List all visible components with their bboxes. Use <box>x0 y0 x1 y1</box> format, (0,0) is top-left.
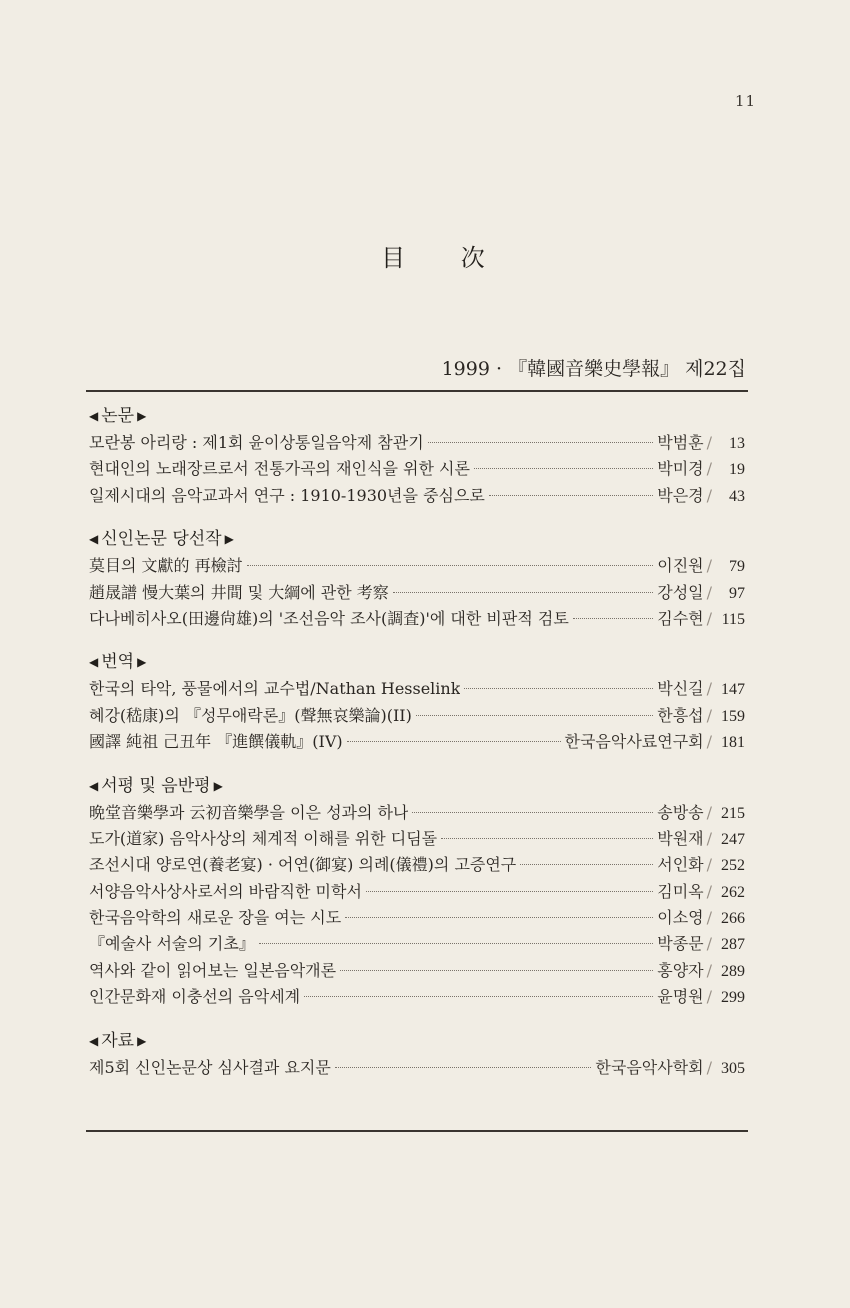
section-header <box>89 1029 745 1053</box>
entry-author: 이소영 <box>657 908 704 928</box>
entry-page: 43 <box>729 487 745 505</box>
entry-title: 晩堂音樂學과 云初音樂學을 이은 성과의 하나 <box>89 802 409 822</box>
entry-author: 한흥섭 <box>657 705 704 725</box>
entry-page: 262 <box>721 883 745 901</box>
toc-section <box>89 1029 745 1081</box>
entry-title: 역사와 같이 읽어보는 일본음악개론 <box>89 960 337 980</box>
entry-page: 79 <box>729 558 745 576</box>
toc-section <box>89 527 745 632</box>
entry-author: 김수현 <box>657 608 704 628</box>
triangle-right-icon: ▶ <box>224 532 234 547</box>
slash-separator: / <box>706 960 712 980</box>
entry-author: 서인화 <box>657 855 704 875</box>
journal-issue-line: 1999 · 『韓國音樂史學報』 제22집 <box>441 358 746 380</box>
entry-author: 송방송 <box>657 802 704 822</box>
slash-separator: / <box>706 908 712 928</box>
slash-separator: / <box>706 556 712 576</box>
slash-separator: / <box>706 1057 712 1077</box>
triangle-left-icon: ◀ <box>89 655 99 670</box>
dot-leader <box>259 943 653 944</box>
dot-leader <box>345 917 653 918</box>
dot-leader <box>428 442 654 443</box>
dot-leader <box>489 495 653 496</box>
entry-page: 299 <box>721 989 745 1007</box>
entry-title: 『예술사 서술의 기초』 <box>89 934 255 954</box>
entry-author: 박미경 <box>657 459 704 479</box>
entry-title: 조선시대 양로연(養老宴) · 어연(御宴) 의례(儀禮)의 고증연구 <box>89 855 517 875</box>
entry-title: 도가(道家) 음악사상의 체계적 이해를 위한 디딤돌 <box>89 828 438 848</box>
slash-separator: / <box>706 705 712 725</box>
slash-separator: / <box>706 433 712 452</box>
entry-author: 박은경 <box>657 485 704 505</box>
entry-page: 287 <box>721 936 745 954</box>
entry-author: 강성일 <box>657 582 704 602</box>
toc-entry <box>89 553 745 579</box>
entry-title: 한국음악학의 새로운 장을 여는 시도 <box>89 908 342 928</box>
toc-entry <box>89 456 745 482</box>
entry-page: 13 <box>729 435 745 452</box>
entry-author: 윤명원 <box>657 987 704 1007</box>
dot-leader <box>441 838 653 839</box>
bottom-rule <box>86 1130 748 1132</box>
entry-page: 305 <box>721 1059 745 1077</box>
section-header <box>89 404 745 428</box>
entry-title: 莫目의 文獻的 再檢討 <box>89 556 243 576</box>
section-title: 서평 및 음반평 <box>101 775 211 796</box>
dot-leader <box>520 864 653 865</box>
entry-author: 홍양자 <box>657 960 704 980</box>
toc-entry <box>89 826 745 852</box>
slash-separator: / <box>706 987 712 1007</box>
toc-entry <box>89 1055 745 1081</box>
toc-entry <box>89 729 745 755</box>
toc-entry <box>89 852 745 878</box>
toc-section <box>89 650 745 755</box>
section-title: 신인논문 당선작 <box>101 529 222 550</box>
dot-leader <box>412 812 653 813</box>
entry-title: 서양음악사상사로서의 바람직한 미학서 <box>89 881 362 901</box>
entry-page: 97 <box>729 584 745 602</box>
triangle-left-icon: ◀ <box>89 409 99 423</box>
page-number: 11 <box>735 92 757 110</box>
entry-page: 181 <box>721 734 745 752</box>
toc-heading: 目 次 <box>381 244 509 272</box>
entry-page: 115 <box>721 610 745 628</box>
entry-author: 박범훈 <box>657 433 704 452</box>
entry-title: 趙晟譜 慢大葉의 井間 및 大綱에 관한 考察 <box>89 582 389 602</box>
entry-page: 289 <box>721 962 745 980</box>
slash-separator: / <box>706 881 712 901</box>
dot-leader <box>393 592 653 593</box>
entry-title: 현대인의 노래장르로서 전통가곡의 재인식을 위한 시론 <box>89 459 470 479</box>
toc-section <box>89 404 745 509</box>
toc-entry <box>89 606 745 632</box>
entry-page: 19 <box>729 461 745 479</box>
toc-entry <box>89 703 745 729</box>
toc-entry <box>89 430 745 456</box>
entry-title: 혜강(嵇康)의 『성무애락론』(聲無哀樂論)(II) <box>89 705 412 725</box>
entry-page: 252 <box>721 857 745 875</box>
slash-separator: / <box>706 582 712 602</box>
toc-entry <box>89 483 745 509</box>
section-title: 논문 <box>101 406 135 426</box>
entry-author: 박신길 <box>657 679 704 699</box>
dot-leader <box>340 970 653 971</box>
top-rule <box>86 390 748 392</box>
dot-leader <box>304 996 653 997</box>
entry-title: 일제시대의 음악교과서 연구 : 1910-1930년을 중심으로 <box>89 485 485 505</box>
toc-entry <box>89 958 745 984</box>
section-header <box>89 527 745 551</box>
entry-title: 한국의 타악, 풍물에서의 교수법/Nathan Hesselink <box>89 679 461 699</box>
entry-page: 215 <box>721 804 745 822</box>
entry-author: 한국음악사학회 <box>595 1057 704 1077</box>
entry-title: 다나베히사오(田邊尙雄)의 '조선음악 조사(調査)'에 대한 비판적 검토 <box>89 608 569 628</box>
triangle-right-icon: ▶ <box>137 655 147 670</box>
entry-title: 모란봉 아리랑 : 제1회 윤이상통일음악제 참관기 <box>89 433 424 452</box>
triangle-left-icon: ◀ <box>89 532 99 547</box>
triangle-right-icon: ▶ <box>137 1033 147 1048</box>
slash-separator: / <box>706 855 712 875</box>
entry-page: 247 <box>721 830 745 848</box>
slash-separator: / <box>706 732 712 752</box>
triangle-right-icon: ▶ <box>213 778 223 793</box>
toc-entry <box>89 879 745 905</box>
slash-separator: / <box>706 459 712 479</box>
slash-separator: / <box>706 802 712 822</box>
section-title: 번역 <box>101 652 135 673</box>
entry-page: 159 <box>721 707 745 725</box>
dot-leader <box>416 715 653 716</box>
section-title: 자료 <box>101 1030 135 1051</box>
slash-separator: / <box>706 828 712 848</box>
entry-author: 이진원 <box>657 556 704 576</box>
toc-entry <box>89 931 745 957</box>
triangle-right-icon: ▶ <box>137 409 147 423</box>
slash-separator: / <box>706 934 712 954</box>
dot-leader <box>347 741 561 742</box>
toc-entry <box>89 580 745 606</box>
toc-sections <box>89 404 745 1099</box>
toc-entry <box>89 984 745 1010</box>
entry-author: 박원재 <box>657 828 704 848</box>
dot-leader <box>335 1067 592 1068</box>
triangle-left-icon: ◀ <box>89 1033 99 1048</box>
toc-section <box>89 774 745 1011</box>
dot-leader <box>464 688 653 689</box>
toc-entry <box>89 905 745 931</box>
entry-page: 266 <box>721 910 745 928</box>
dot-leader <box>474 468 653 469</box>
entry-title: 인간문화재 이충선의 음악세계 <box>89 987 301 1007</box>
entry-page: 147 <box>721 681 745 699</box>
dot-leader <box>366 891 653 892</box>
dot-leader <box>573 618 653 619</box>
slash-separator: / <box>706 608 712 628</box>
section-header <box>89 774 745 798</box>
entry-author: 김미옥 <box>657 881 704 901</box>
entry-author: 박종문 <box>657 934 704 954</box>
toc-entry <box>89 800 745 826</box>
slash-separator: / <box>706 679 712 699</box>
entry-author: 한국음악사료연구회 <box>564 732 704 752</box>
entry-title: 제5회 신인논문상 심사결과 요지문 <box>89 1057 331 1077</box>
dot-leader <box>247 565 654 566</box>
toc-entry <box>89 676 745 702</box>
slash-separator: / <box>706 485 712 505</box>
entry-title: 國譯 純祖 己丑年 『進饌儀軌』(IV) <box>89 732 343 752</box>
section-header <box>89 650 745 674</box>
triangle-left-icon: ◀ <box>89 778 99 793</box>
